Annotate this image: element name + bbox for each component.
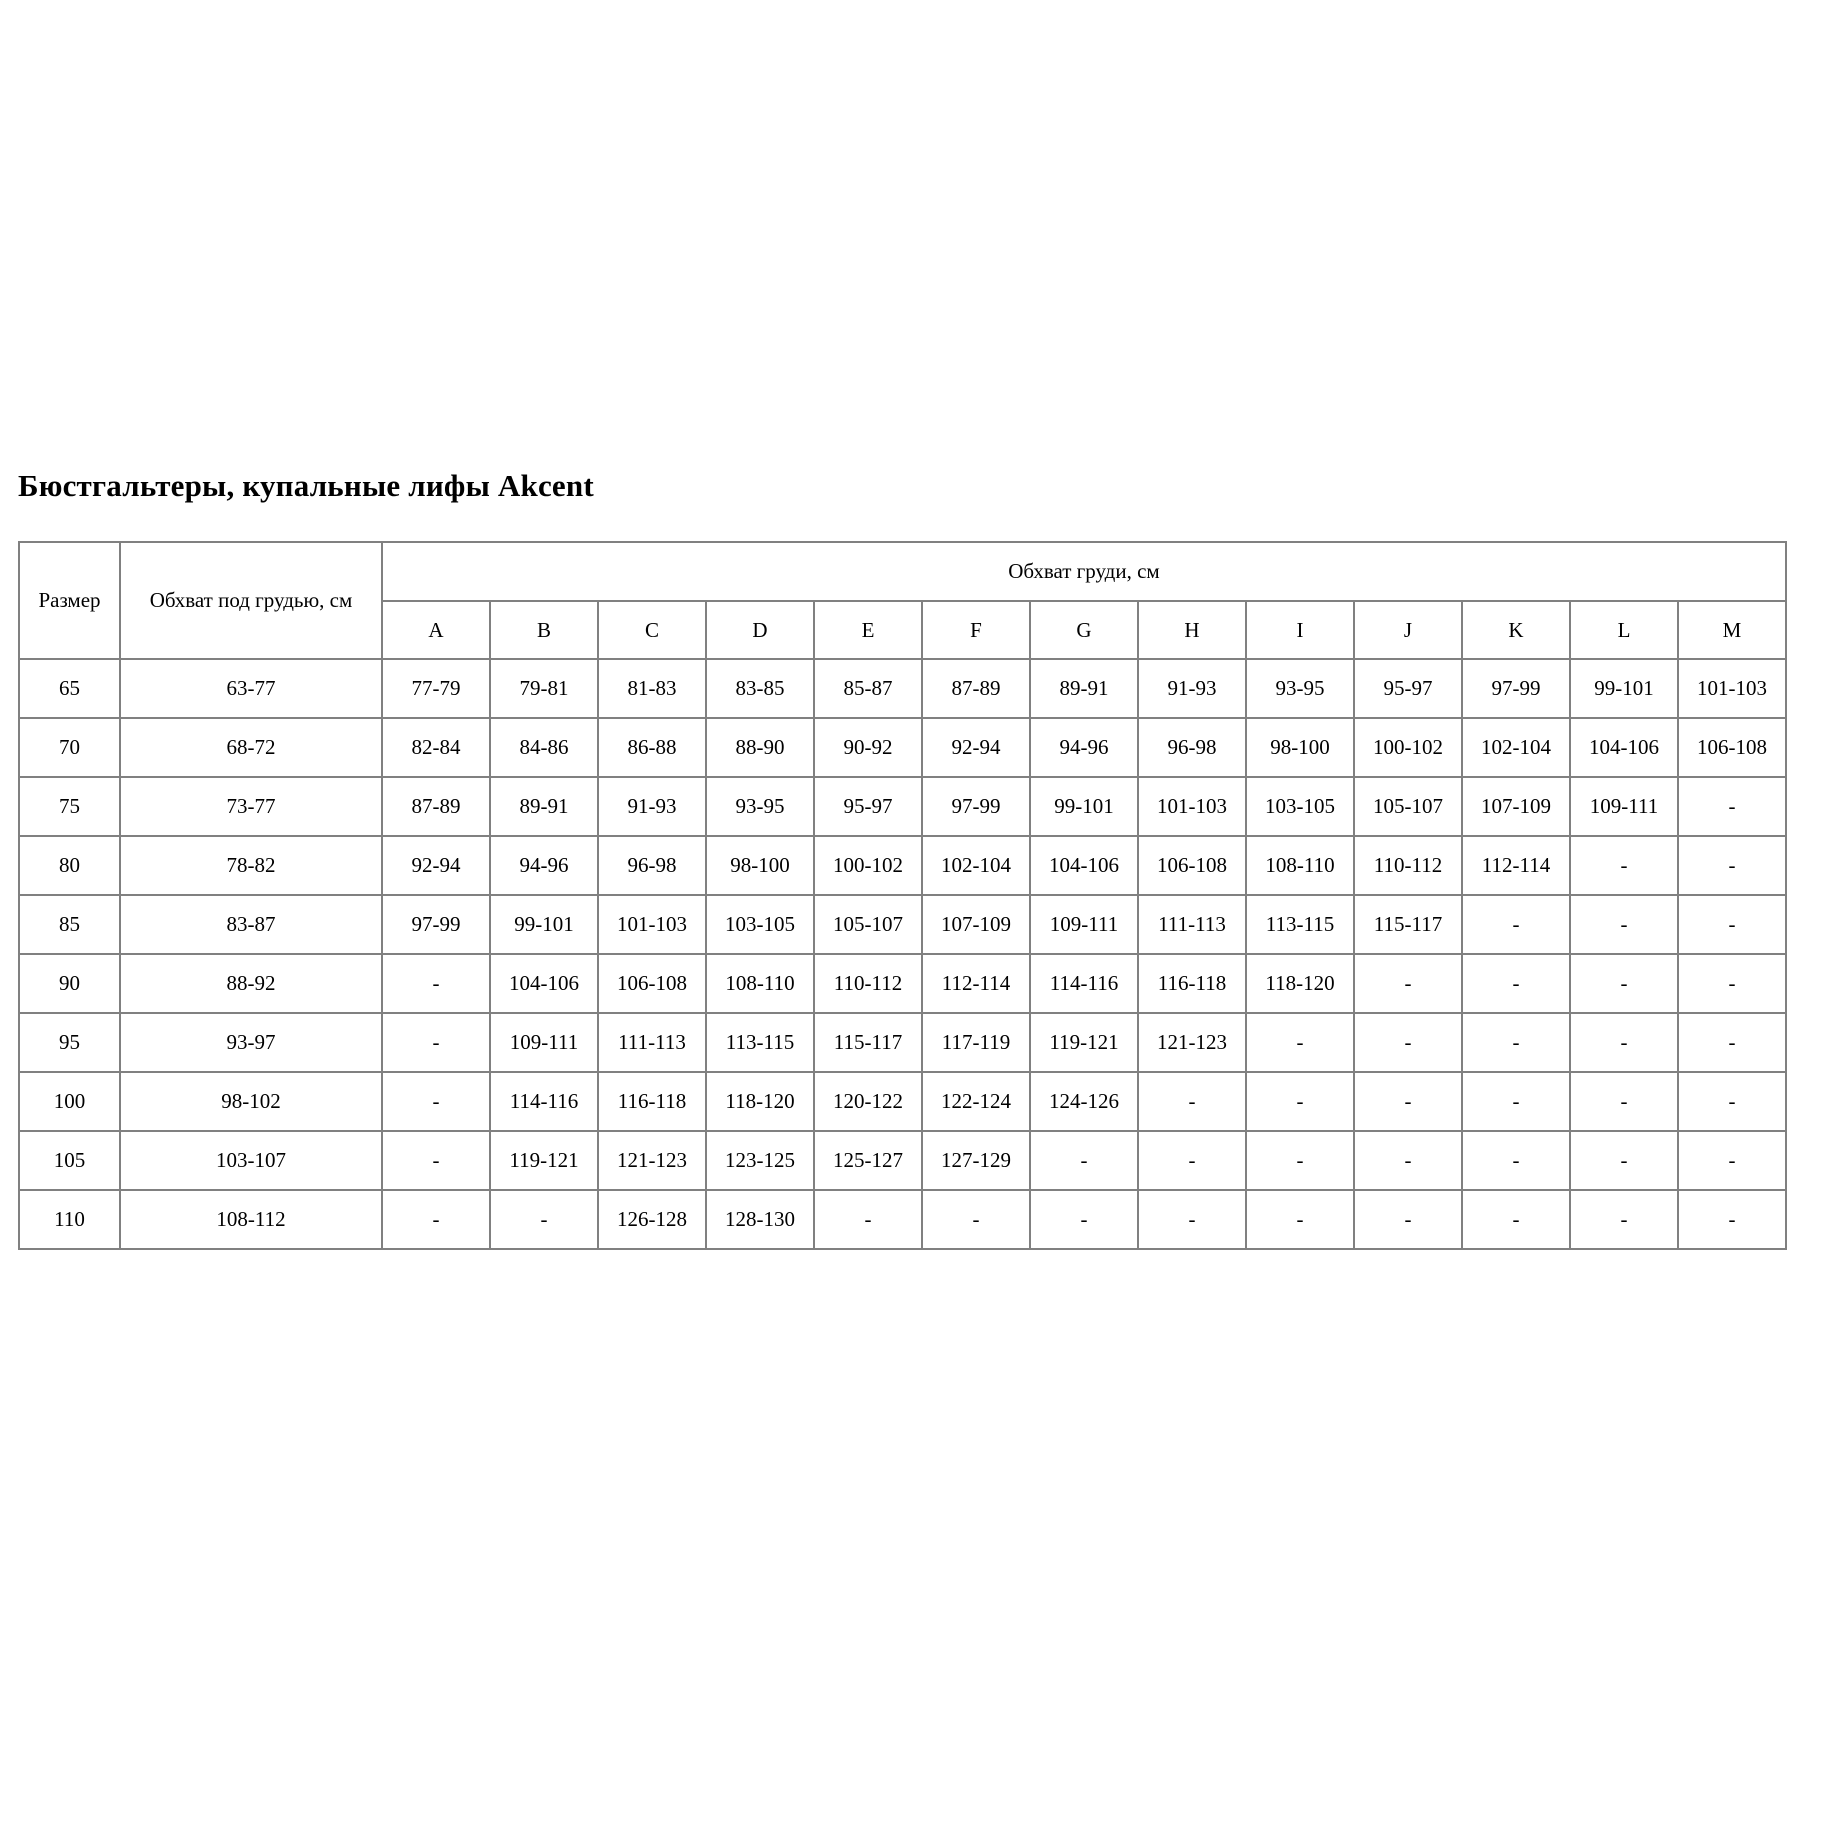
cup-range-cell: 114-116 — [1030, 954, 1138, 1013]
size-cell: 70 — [19, 718, 120, 777]
cup-range-cell: - — [1246, 1131, 1354, 1190]
cup-range-cell: 105-107 — [1354, 777, 1462, 836]
cup-range-cell: 122-124 — [922, 1072, 1030, 1131]
cup-range-cell: 118-120 — [1246, 954, 1354, 1013]
cup-range-cell: 100-102 — [814, 836, 922, 895]
bust-span-header: Обхват груди, см — [382, 542, 1786, 601]
cup-range-cell: - — [1678, 1072, 1786, 1131]
cup-range-cell: - — [1138, 1190, 1246, 1249]
table-row — [19, 1190, 1786, 1249]
cup-range-cell: 90-92 — [814, 718, 922, 777]
cup-range-cell: - — [382, 1013, 490, 1072]
cup-range-cell: - — [490, 1190, 598, 1249]
cup-range-cell: - — [1678, 954, 1786, 1013]
table-row — [19, 777, 1786, 836]
cup-range-cell: 102-104 — [1462, 718, 1570, 777]
cup-letter-header: H — [1138, 601, 1246, 659]
cup-letter-header: M — [1678, 601, 1786, 659]
cup-range-cell: - — [1570, 1072, 1678, 1131]
size-cell: 105 — [19, 1131, 120, 1190]
cup-range-cell: 98-100 — [1246, 718, 1354, 777]
cup-range-cell: 100-102 — [1354, 718, 1462, 777]
cup-range-cell: 104-106 — [490, 954, 598, 1013]
cup-range-cell: 127-129 — [922, 1131, 1030, 1190]
cup-range-cell: 110-112 — [1354, 836, 1462, 895]
cup-range-cell: 108-110 — [1246, 836, 1354, 895]
cup-range-cell: 97-99 — [382, 895, 490, 954]
cup-range-cell: 101-103 — [1138, 777, 1246, 836]
underbust-column-header: Обхват под грудью, см — [120, 542, 382, 659]
cup-range-cell: - — [382, 1131, 490, 1190]
cup-range-cell: 125-127 — [814, 1131, 922, 1190]
underbust-cell: 73-77 — [120, 777, 382, 836]
cup-range-cell: - — [1570, 1013, 1678, 1072]
cup-range-cell: 121-123 — [598, 1131, 706, 1190]
cup-range-cell: - — [382, 1190, 490, 1249]
cup-letter-header: C — [598, 601, 706, 659]
cup-letter-header: D — [706, 601, 814, 659]
cup-letter-header: G — [1030, 601, 1138, 659]
size-cell: 90 — [19, 954, 120, 1013]
cup-range-cell: 89-91 — [490, 777, 598, 836]
cup-range-cell: 112-114 — [922, 954, 1030, 1013]
cup-range-cell: 83-85 — [706, 659, 814, 718]
cup-range-cell: - — [1030, 1190, 1138, 1249]
table-row — [19, 1013, 1786, 1072]
cup-range-cell: 106-108 — [1138, 836, 1246, 895]
cup-range-cell: - — [1678, 1131, 1786, 1190]
cup-range-cell: - — [1246, 1013, 1354, 1072]
cup-range-cell: 113-115 — [1246, 895, 1354, 954]
cup-range-cell: 86-88 — [598, 718, 706, 777]
cup-range-cell: 107-109 — [1462, 777, 1570, 836]
cup-range-cell: 119-121 — [1030, 1013, 1138, 1072]
size-cell: 75 — [19, 777, 120, 836]
cup-range-cell: - — [1354, 1013, 1462, 1072]
page-title: Бюстгальтеры, купальные лифы Akcent — [18, 468, 594, 503]
cup-range-cell: 102-104 — [922, 836, 1030, 895]
cup-range-cell: 101-103 — [1678, 659, 1786, 718]
size-cell: 65 — [19, 659, 120, 718]
cup-range-cell: - — [1570, 895, 1678, 954]
size-chart-body — [19, 659, 1786, 1249]
cup-range-cell: - — [1354, 1190, 1462, 1249]
table-row — [19, 954, 1786, 1013]
cup-range-cell: 101-103 — [598, 895, 706, 954]
cup-range-cell: - — [1462, 1190, 1570, 1249]
cup-letter-header: E — [814, 601, 922, 659]
size-cell: 100 — [19, 1072, 120, 1131]
cup-range-cell: 81-83 — [598, 659, 706, 718]
cup-range-cell: 99-101 — [1570, 659, 1678, 718]
cup-range-cell: 95-97 — [814, 777, 922, 836]
cup-range-cell: - — [1246, 1190, 1354, 1249]
cup-range-cell: 104-106 — [1030, 836, 1138, 895]
cup-range-cell: 116-118 — [1138, 954, 1246, 1013]
cup-range-cell: - — [1462, 895, 1570, 954]
underbust-cell: 103-107 — [120, 1131, 382, 1190]
cup-range-cell: 87-89 — [382, 777, 490, 836]
cup-range-cell: 124-126 — [1030, 1072, 1138, 1131]
cup-range-cell: 108-110 — [706, 954, 814, 1013]
cup-range-cell: 87-89 — [922, 659, 1030, 718]
size-chart-table — [18, 541, 1787, 1250]
underbust-cell: 98-102 — [120, 1072, 382, 1131]
cup-range-cell: 79-81 — [490, 659, 598, 718]
cup-range-cell: 85-87 — [814, 659, 922, 718]
underbust-cell: 93-97 — [120, 1013, 382, 1072]
cup-range-cell: 115-117 — [814, 1013, 922, 1072]
cup-range-cell: 92-94 — [382, 836, 490, 895]
cup-range-cell: - — [1678, 1013, 1786, 1072]
cup-range-cell: 109-111 — [1030, 895, 1138, 954]
cup-range-cell: 99-101 — [1030, 777, 1138, 836]
cup-letter-header: J — [1354, 601, 1462, 659]
cup-range-cell: - — [1354, 1131, 1462, 1190]
cup-letter-header: L — [1570, 601, 1678, 659]
cup-range-cell: - — [1354, 1072, 1462, 1131]
cup-range-cell: - — [1570, 1131, 1678, 1190]
cup-range-cell: 77-79 — [382, 659, 490, 718]
cup-range-cell: - — [1678, 777, 1786, 836]
cup-range-cell: 97-99 — [1462, 659, 1570, 718]
cup-range-cell: 104-106 — [1570, 718, 1678, 777]
table-row — [19, 718, 1786, 777]
cup-range-cell: - — [1570, 836, 1678, 895]
cup-letter-header: B — [490, 601, 598, 659]
cup-range-cell: 114-116 — [490, 1072, 598, 1131]
cup-range-cell: - — [1678, 895, 1786, 954]
underbust-cell: 83-87 — [120, 895, 382, 954]
cup-range-cell: 88-90 — [706, 718, 814, 777]
header-row-top — [19, 542, 1786, 601]
size-cell: 80 — [19, 836, 120, 895]
cup-letter-header: I — [1246, 601, 1354, 659]
underbust-cell: 63-77 — [120, 659, 382, 718]
underbust-cell: 108-112 — [120, 1190, 382, 1249]
cup-range-cell: 111-113 — [598, 1013, 706, 1072]
cup-range-cell: 105-107 — [814, 895, 922, 954]
cup-range-cell: 113-115 — [706, 1013, 814, 1072]
cup-range-cell: 116-118 — [598, 1072, 706, 1131]
cup-range-cell: 103-105 — [1246, 777, 1354, 836]
cup-range-cell: - — [814, 1190, 922, 1249]
cup-range-cell: - — [1138, 1072, 1246, 1131]
cup-range-cell: - — [1570, 1190, 1678, 1249]
cup-range-cell: 96-98 — [1138, 718, 1246, 777]
cup-range-cell: 103-105 — [706, 895, 814, 954]
cup-range-cell: - — [1462, 1131, 1570, 1190]
cup-range-cell: 94-96 — [490, 836, 598, 895]
cup-range-cell: 119-121 — [490, 1131, 598, 1190]
cup-range-cell: - — [1462, 1072, 1570, 1131]
cup-range-cell: 120-122 — [814, 1072, 922, 1131]
cup-letter-header: K — [1462, 601, 1570, 659]
cup-range-cell: - — [1138, 1131, 1246, 1190]
underbust-cell: 68-72 — [120, 718, 382, 777]
cup-range-cell: - — [1678, 1190, 1786, 1249]
cup-range-cell: 93-95 — [706, 777, 814, 836]
table-row — [19, 1131, 1786, 1190]
cup-range-cell: 109-111 — [490, 1013, 598, 1072]
cup-range-cell: 95-97 — [1354, 659, 1462, 718]
size-cell: 85 — [19, 895, 120, 954]
cup-range-cell: 107-109 — [922, 895, 1030, 954]
cup-range-cell: 110-112 — [814, 954, 922, 1013]
cup-range-cell: 93-95 — [1246, 659, 1354, 718]
cup-range-cell: 106-108 — [1678, 718, 1786, 777]
table-row — [19, 1072, 1786, 1131]
cup-letter-header: A — [382, 601, 490, 659]
cup-letter-header: F — [922, 601, 1030, 659]
cup-range-cell: 91-93 — [598, 777, 706, 836]
cup-range-cell: - — [1462, 954, 1570, 1013]
cup-range-cell: 118-120 — [706, 1072, 814, 1131]
cup-range-cell: 117-119 — [922, 1013, 1030, 1072]
cup-range-cell: 89-91 — [1030, 659, 1138, 718]
table-row — [19, 836, 1786, 895]
cup-range-cell: - — [922, 1190, 1030, 1249]
cup-range-cell: 97-99 — [922, 777, 1030, 836]
cup-range-cell: - — [1678, 836, 1786, 895]
cup-range-cell: 98-100 — [706, 836, 814, 895]
cup-range-cell: 126-128 — [598, 1190, 706, 1249]
cup-range-cell: 94-96 — [1030, 718, 1138, 777]
cup-range-cell: 111-113 — [1138, 895, 1246, 954]
size-cell: 110 — [19, 1190, 120, 1249]
table-row — [19, 659, 1786, 718]
underbust-cell: 78-82 — [120, 836, 382, 895]
cup-range-cell: - — [382, 1072, 490, 1131]
cup-range-cell: - — [1570, 954, 1678, 1013]
cup-range-cell: - — [382, 954, 490, 1013]
underbust-cell: 88-92 — [120, 954, 382, 1013]
cup-range-cell: 91-93 — [1138, 659, 1246, 718]
size-cell: 95 — [19, 1013, 120, 1072]
cup-range-cell: - — [1030, 1131, 1138, 1190]
cup-range-cell: 109-111 — [1570, 777, 1678, 836]
cup-range-cell: 92-94 — [922, 718, 1030, 777]
cup-range-cell: 123-125 — [706, 1131, 814, 1190]
cup-range-cell: - — [1462, 1013, 1570, 1072]
cup-range-cell: 82-84 — [382, 718, 490, 777]
size-column-header: Размер — [19, 542, 120, 659]
cup-range-cell: - — [1354, 954, 1462, 1013]
cup-range-cell: 84-86 — [490, 718, 598, 777]
cup-range-cell: 115-117 — [1354, 895, 1462, 954]
cup-range-cell: 99-101 — [490, 895, 598, 954]
cup-range-cell: 106-108 — [598, 954, 706, 1013]
cup-range-cell: 121-123 — [1138, 1013, 1246, 1072]
cup-range-cell: 128-130 — [706, 1190, 814, 1249]
cup-range-cell: 112-114 — [1462, 836, 1570, 895]
table-row — [19, 895, 1786, 954]
cup-range-cell: - — [1246, 1072, 1354, 1131]
cup-range-cell: 96-98 — [598, 836, 706, 895]
